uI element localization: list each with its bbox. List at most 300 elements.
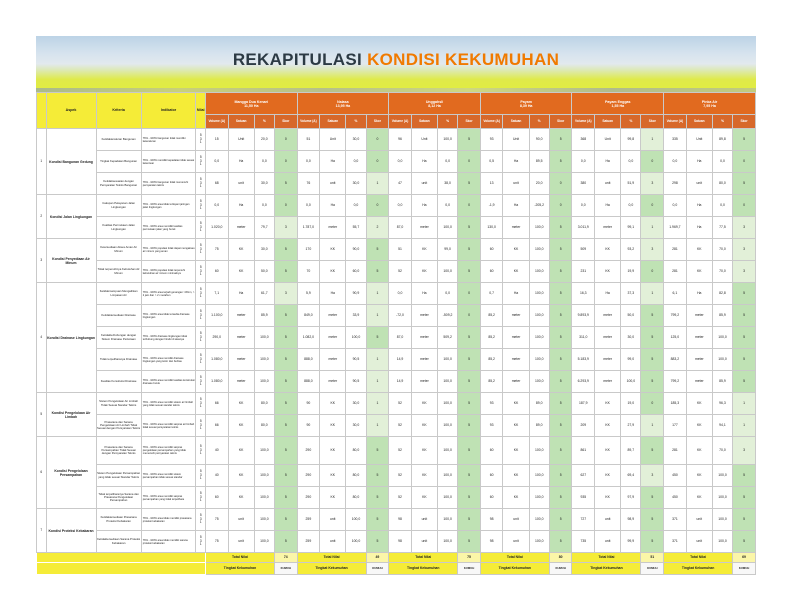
percent-cell: 100,0: [254, 509, 274, 531]
percent-cell: 90,9: [346, 283, 366, 305]
tingkat-label: Tingkat Kekumuhan: [297, 563, 366, 575]
satuan-cell: KK: [320, 487, 346, 509]
satuan-cell: KK: [595, 393, 621, 415]
skor-cell: 1: [641, 129, 664, 151]
percent-cell: 89,0: [529, 415, 549, 437]
table-row: [37, 261, 756, 283]
sub-header: Satuan: [320, 115, 346, 129]
satuan-cell: meter: [595, 217, 621, 239]
satuan-cell: meter: [503, 371, 529, 393]
percent-cell: 89,5: [529, 151, 549, 173]
percent-cell: 80,0: [346, 465, 366, 487]
skor-cell: 5: [458, 437, 481, 465]
satuan-cell: KK: [686, 393, 712, 415]
sub-header: Skor: [274, 115, 297, 129]
nilai-value: 1: [199, 316, 202, 321]
nilai-value: 1: [199, 426, 202, 431]
skor-cell: 1: [366, 371, 389, 393]
skor-cell: 5: [458, 261, 481, 283]
skor-cell: 5: [549, 371, 572, 393]
kriteria-cell: Sistem Pengelolaan Air Limbah Tidak Sesuai Standar Teknis: [96, 393, 141, 415]
location-area: 8,39 Ha: [519, 103, 533, 108]
volume-cell: 90: [297, 415, 320, 437]
volume-cell: 70: [297, 261, 320, 283]
skor-cell: 5: [549, 261, 572, 283]
location-name: Mangga Dua Kenari: [234, 99, 269, 104]
location-area: 13,95 Ha: [335, 103, 351, 108]
indikator-cell: 76% - 100% area memiliki sarpras air limbah tidak sesuai persyaratan teknis: [141, 415, 196, 437]
nilai-value: 3: [199, 224, 202, 229]
row-number: 4: [37, 283, 47, 393]
skor-cell: 5: [733, 509, 756, 531]
satuan-cell: Ha: [503, 283, 529, 305]
volume-cell: 735: [572, 531, 595, 553]
skor-cell: 1: [366, 173, 389, 195]
nilai-value: 3: [199, 136, 202, 141]
skor-cell: 5: [641, 437, 664, 465]
percent-cell: 82,8: [712, 283, 732, 305]
satuan-cell: meter: [411, 305, 437, 327]
skor-cell: 5: [549, 437, 572, 465]
volume-cell: 98: [480, 531, 503, 553]
table-row: [37, 283, 756, 305]
percent-cell: 90,5: [346, 349, 366, 371]
skor-cell: 1: [733, 415, 756, 437]
skor-cell: 5: [733, 173, 756, 195]
volume-cell: 14,9: [389, 371, 412, 393]
tingkat-row: [37, 563, 756, 575]
nilai-cell: [196, 261, 206, 283]
satuan-cell: KK: [595, 465, 621, 487]
satuan-cell: meter: [595, 327, 621, 349]
satuan-cell: KK: [503, 437, 529, 465]
skor-cell: 5: [733, 349, 756, 371]
satuan-cell: KK: [320, 239, 346, 261]
percent-cell: 100,0: [529, 239, 549, 261]
volume-cell: 290: [297, 465, 320, 487]
skor-cell: 5: [549, 129, 572, 151]
volume-cell: 0,0: [297, 195, 320, 217]
percent-cell: 85,9: [712, 371, 732, 393]
skor-cell: 5: [458, 129, 481, 151]
volume-cell: 0,0: [664, 151, 687, 173]
tingkat-value: KUMUH: [274, 563, 297, 575]
percent-cell: 89,0: [529, 393, 549, 415]
indikator-cell: 76% - 100% area tidak memiliki prasarana proteksi kebakaran: [141, 509, 196, 531]
volume-cell: 16,3: [572, 283, 595, 305]
nilai-value: 1: [199, 520, 202, 525]
volume-cell: 98: [389, 509, 412, 531]
satuan-cell: KK: [503, 415, 529, 437]
satuan-cell: Ha: [320, 283, 346, 305]
skor-cell: 5: [549, 305, 572, 327]
satuan-cell: KK: [686, 239, 712, 261]
tingkat-value: KUMUH: [641, 563, 664, 575]
header-no: [37, 93, 47, 129]
aspek-cell: Kondisi Bangunan Gedung: [46, 129, 96, 195]
percent-cell: 100,0: [529, 437, 549, 465]
satuan-cell: meter: [411, 371, 437, 393]
volume-cell: 1.082,0: [297, 327, 320, 349]
volume-cell: 1.787,0: [297, 217, 320, 239]
skor-cell: 3: [733, 437, 756, 465]
nilai-value: 3: [199, 447, 202, 452]
satuan-cell: KK: [228, 261, 254, 283]
volume-cell: 14,9: [389, 349, 412, 371]
volume-cell: 290: [297, 487, 320, 509]
volume-cell: 52: [389, 415, 412, 437]
volume-cell: 93: [480, 129, 503, 151]
satuan-cell: KK: [320, 415, 346, 437]
volume-cell: 0,0: [572, 195, 595, 217]
percent-cell: 90,0: [529, 129, 549, 151]
satuan-cell: Unit: [228, 129, 254, 151]
location-header: [572, 93, 664, 115]
satuan-cell: unit: [503, 173, 529, 195]
skor-cell: 5: [733, 305, 756, 327]
satuan-cell: unit: [228, 531, 254, 553]
skor-cell: 5: [641, 349, 664, 371]
volume-cell: -1,9: [480, 195, 503, 217]
volume-cell: 87,0: [389, 217, 412, 239]
skor-cell: 5: [458, 393, 481, 415]
skor-cell: 0: [549, 173, 572, 195]
page-title: [36, 50, 756, 70]
row-number: 7: [37, 509, 47, 553]
satuan-cell: KK: [411, 239, 437, 261]
percent-cell: 100,0: [438, 465, 458, 487]
percent-cell: 100,0: [529, 261, 549, 283]
nilai-value: 1: [199, 498, 202, 503]
volume-cell: 450: [664, 487, 687, 509]
satuan-cell: Ha: [503, 151, 529, 173]
nilai-cell: [196, 415, 206, 437]
volume-cell: 371: [664, 509, 687, 531]
skor-cell: 5: [366, 487, 389, 509]
skor-cell: 1: [366, 283, 389, 305]
volume-cell: 849,0: [297, 305, 320, 327]
sub-header: Satuan: [411, 115, 437, 129]
nilai-cell: [196, 129, 206, 151]
volume-cell: 66: [205, 393, 228, 415]
percent-cell: 100,0: [621, 371, 641, 393]
skor-cell: 5: [549, 327, 572, 349]
skor-cell: 3: [641, 239, 664, 261]
satuan-cell: KK: [595, 487, 621, 509]
percent-cell: 77,5: [712, 217, 732, 239]
sub-header: Volume (A): [480, 115, 503, 129]
aspek-cell: Kondisi Pengelolaan Air Limbah: [46, 393, 96, 437]
percent-cell: 80,0: [254, 393, 274, 415]
row-number: 3: [37, 239, 47, 283]
nilai-cell: [196, 239, 206, 261]
total-label: Total Nilai: [480, 553, 549, 563]
percent-cell: 80,0: [712, 173, 732, 195]
nilai-value: 1: [199, 184, 202, 189]
skor-cell: 5: [458, 327, 481, 349]
tingkat-label: Tingkat Kekumuhan: [389, 563, 458, 575]
volume-cell: 1.020,0: [205, 217, 228, 239]
percent-cell: 0,0: [621, 151, 641, 173]
satuan-cell: meter: [686, 327, 712, 349]
skor-cell: 5: [549, 151, 572, 173]
sub-header: Volume (A): [664, 115, 687, 129]
indikator-cell: 76% - 100% populasi tidak dapat mengakses air minum yang aman: [141, 239, 196, 261]
skor-cell: 5: [458, 531, 481, 553]
nilai-cell: [196, 487, 206, 509]
satuan-cell: KK: [503, 393, 529, 415]
kriteria-cell: Cakupan Pelayanan Jalan Lingkungan: [96, 195, 141, 217]
satuan-cell: meter: [595, 305, 621, 327]
tingkat-value: KUMUH: [458, 563, 481, 575]
skor-cell: 5: [274, 327, 297, 349]
total-label: Total Nilai: [389, 553, 458, 563]
nilai-value: 3: [199, 494, 202, 499]
nilai-value: 1: [199, 228, 202, 233]
satuan-cell: Ha: [320, 195, 346, 217]
nilai-cell: [196, 349, 206, 371]
nilai-value: 1: [199, 382, 202, 387]
kriteria-cell: Ketidakmampuan Mengalirkan Limpasan Air: [96, 283, 141, 305]
skor-cell: 5: [549, 415, 572, 437]
nilai-value: 3: [199, 246, 202, 251]
percent-cell: 100,0: [712, 509, 732, 531]
skor-cell: 5: [549, 217, 572, 239]
nilai-value: 3: [199, 312, 202, 317]
percent-cell: 100,0: [254, 465, 274, 487]
percent-cell: 30,0: [254, 239, 274, 261]
indikator-cell: 76% - 100% area tidak memiliki sarana proteksi kebakaran: [141, 531, 196, 553]
satuan-cell: Ha: [228, 283, 254, 305]
nilai-value: 5: [199, 221, 202, 226]
nilai-value: 3: [199, 378, 202, 383]
percent-cell: 20,0: [529, 173, 549, 195]
sub-header: Skor: [366, 115, 389, 129]
volume-cell: 0,0: [297, 151, 320, 173]
percent-cell: 30,0: [346, 173, 366, 195]
satuan-cell: KK: [320, 437, 346, 465]
satuan-cell: KK: [228, 437, 254, 465]
volume-cell: 1.080,0: [205, 349, 228, 371]
nilai-value: 1: [199, 272, 202, 277]
skor-cell: 0: [733, 195, 756, 217]
kriteria-cell: Sistem Pengelolaan Persampahan yang tidak sesuai Standar Teknis: [96, 465, 141, 487]
satuan-cell: KK: [228, 487, 254, 509]
satuan-cell: meter: [595, 349, 621, 371]
row-number: 2: [37, 195, 47, 239]
nilai-value: 3: [199, 334, 202, 339]
satuan-cell: KK: [595, 437, 621, 465]
row-number: 1: [37, 129, 47, 195]
satuan-cell: Ha: [686, 151, 712, 173]
nilai-cell: [196, 195, 206, 217]
skor-cell: 5: [641, 371, 664, 393]
nilai-cell: [196, 509, 206, 531]
percent-cell: 100,0: [712, 531, 732, 553]
skor-cell: 0: [458, 305, 481, 327]
percent-cell: 100,0: [346, 531, 366, 553]
volume-cell: 0,0: [205, 195, 228, 217]
sub-header: Satuan: [228, 115, 254, 129]
percent-cell: 19,0: [621, 393, 641, 415]
percent-cell: 100,0: [529, 487, 549, 509]
total-value: 80: [549, 553, 572, 563]
volume-cell: 888,0: [297, 349, 320, 371]
satuan-cell: unit: [228, 509, 254, 531]
kriteria-cell: Tidak terpeliharanya Sarana dan Prasarana Pengelolaan Persampahan: [96, 487, 141, 509]
total-label: Total Nilai: [205, 553, 274, 563]
volume-cell: 335: [664, 129, 687, 151]
nilai-cell: [196, 437, 206, 465]
skor-cell: 3: [274, 283, 297, 305]
satuan-cell: KK: [411, 465, 437, 487]
percent-cell: 100,0: [438, 371, 458, 393]
skor-cell: 5: [549, 349, 572, 371]
sub-header: Skor: [733, 115, 756, 129]
nilai-value: 3: [199, 400, 202, 405]
satuan-cell: KK: [411, 437, 437, 465]
percent-cell: 0,0: [712, 195, 732, 217]
percent-cell: 100,0: [529, 371, 549, 393]
indikator-cell: 76% - 100% area tidak tersedia drainase lingkungan: [141, 305, 196, 327]
skor-cell: 5: [458, 173, 481, 195]
total-value: 75: [458, 553, 481, 563]
table-row: [37, 487, 756, 509]
satuan-cell: KK: [320, 465, 346, 487]
satuan-cell: Ha: [228, 151, 254, 173]
indikator-cell: 76% - 100% area memiliki sistem air limbah yang tidak sesuai standar teknis: [141, 393, 196, 415]
percent-cell: 0,0: [346, 195, 366, 217]
nilai-cell: [196, 371, 206, 393]
location-header: [297, 93, 389, 115]
percent-cell: 100,0: [438, 437, 458, 465]
kriteria-cell: Ketersediaan Akses Aman Air Minum: [96, 239, 141, 261]
satuan-cell: KK: [228, 239, 254, 261]
volume-cell: 3.011,9: [572, 217, 595, 239]
skor-cell: 5: [733, 531, 756, 553]
skor-cell: 5: [274, 437, 297, 465]
skor-cell: 0: [641, 261, 664, 283]
satuan-cell: Unit: [320, 129, 346, 151]
percent-cell: 89,8: [712, 129, 732, 151]
satuan-cell: KK: [411, 487, 437, 509]
aspek-cell: Kondisi Penyediaan Air Minum: [46, 239, 96, 283]
percent-cell: 94,1: [712, 415, 732, 437]
indikator-cell: 76% - 100% area memiliki sistem persampahan tidak sesuai standar: [141, 465, 196, 487]
skor-cell: 5: [641, 305, 664, 327]
volume-cell: 209: [572, 415, 595, 437]
nilai-value: 5: [199, 287, 202, 292]
aspek-cell: Kondisi Drainase Lingkungan: [46, 283, 96, 393]
table-row: [37, 217, 756, 239]
percent-cell: 100,0: [438, 531, 458, 553]
satuan-cell: meter: [228, 217, 254, 239]
rekap-table: [36, 92, 756, 575]
satuan-cell: Ha: [411, 151, 437, 173]
volume-cell: 281: [664, 261, 687, 283]
percent-cell: 100,0: [529, 465, 549, 487]
percent-cell: 100,0: [346, 327, 366, 349]
satuan-cell: Ha: [686, 217, 712, 239]
volume-cell: 259: [297, 509, 320, 531]
skor-cell: 5: [733, 129, 756, 151]
satuan-cell: KK: [595, 261, 621, 283]
volume-cell: 799,2: [664, 305, 687, 327]
nilai-value: 1: [199, 542, 202, 547]
satuan-cell: Unit: [686, 129, 712, 151]
percent-cell: 100,0: [438, 415, 458, 437]
nilai-cell: [196, 283, 206, 305]
satuan-cell: Ha: [411, 195, 437, 217]
satuan-cell: KK: [503, 261, 529, 283]
kriteria-cell: Ketidakteraturan Bangunan: [96, 129, 141, 151]
skor-cell: 5: [458, 465, 481, 487]
volume-cell: 861: [572, 437, 595, 465]
volume-cell: 0,0: [664, 195, 687, 217]
nilai-value: 5: [199, 155, 202, 160]
total-value: 49: [366, 553, 389, 563]
percent-cell: 100,0: [529, 327, 549, 349]
nilai-cell: [196, 151, 206, 173]
volume-cell: 52: [389, 465, 412, 487]
location-header: [664, 93, 756, 115]
volume-cell: 883,2: [664, 349, 687, 371]
nilai-value: 1: [199, 404, 202, 409]
skor-cell: 5: [641, 531, 664, 553]
volume-cell: 170: [297, 239, 320, 261]
kriteria-cell: Prasarana dan Sarana Persampahan Tidak Sesuai dengan Persyaratan Teknis: [96, 437, 141, 465]
volume-cell: 0,0: [389, 151, 412, 173]
skor-cell: 5: [274, 509, 297, 531]
sub-header: %: [529, 115, 549, 129]
indikator-cell: 76% - 100% area memiliki drainase lingkungan yang kotor dan berbau: [141, 349, 196, 371]
skor-cell: 5: [366, 327, 389, 349]
satuan-cell: meter: [320, 349, 346, 371]
percent-cell: 100,0: [712, 349, 732, 371]
skor-cell: 5: [274, 371, 297, 393]
table-row: [37, 509, 756, 531]
skor-cell: 2: [366, 217, 389, 239]
percent-cell: 100,0: [529, 531, 549, 553]
percent-cell: 0,0: [254, 195, 274, 217]
volume-cell: 76: [297, 173, 320, 195]
volume-cell: 96: [389, 129, 412, 151]
skor-cell: 5: [366, 437, 389, 465]
nilai-value: 3: [199, 290, 202, 295]
volume-cell: 75: [205, 531, 228, 553]
skor-cell: 5: [733, 371, 756, 393]
table-row: [37, 531, 756, 553]
volume-cell: 66: [205, 415, 228, 437]
percent-cell: 30,0: [621, 327, 641, 349]
percent-cell: 50,0: [254, 261, 274, 283]
percent-cell: 0,0: [712, 151, 732, 173]
volume-cell: 185,3: [664, 393, 687, 415]
volume-cell: 5.183,9: [572, 349, 595, 371]
percent-cell: 0,0: [346, 151, 366, 173]
location-name: Payam: [520, 99, 532, 104]
skor-cell: 5: [733, 487, 756, 509]
table-row: [37, 239, 756, 261]
satuan-cell: meter: [228, 371, 254, 393]
skor-cell: 5: [641, 509, 664, 531]
nilai-value: 1: [199, 140, 202, 145]
percent-cell: 100,0: [438, 129, 458, 151]
skor-cell: 1: [366, 393, 389, 415]
satuan-cell: KK: [686, 261, 712, 283]
percent-cell: 90,5: [346, 371, 366, 393]
skor-cell: 5: [549, 239, 572, 261]
